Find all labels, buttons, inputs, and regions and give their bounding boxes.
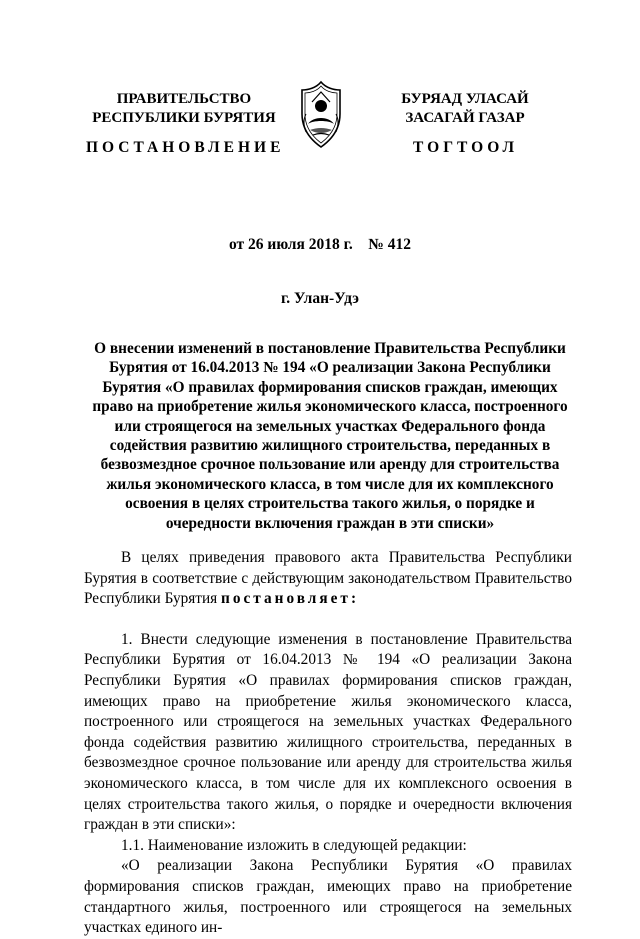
document-title: О внесении изменений в постановление Правительства Республики Бурятия от 16.04.2013 № 194 «О реализации Закона Республики Бурятия «О правилах формирования списков граждан, имеющих право на приобретение жилья экономического класса, построенного или строящегося на земельных участках Федерального фонда содействия развитию жилищного строительства, переданных в безвозмездное срочное пользование или аренду для строительства жилья экономического класса, в том числе для их комплексного освоения в целях строительства такого жилья, о порядке и очередности включения граждан в эти списки» — [92, 340, 568, 532]
coat-of-arms-icon — [296, 80, 346, 150]
document-body — [84, 548, 572, 939]
intro-paragraph — [84, 548, 572, 610]
document-date: от 26 июля 2018 г. — [229, 236, 353, 253]
left-org-line1: ПРАВИТЕЛЬСТВО — [116, 91, 252, 107]
document-kind-right: ТОГТООЛ — [413, 139, 519, 156]
right-org-line2: ЗАСАГАЙ ГАЗАР — [405, 110, 525, 126]
right-organization-name — [380, 90, 550, 128]
paragraph-1: 1. Внести следующие изменения в постановление Правительства Республики Бурятия от 16.04.2013 № 194 «О реализации Закона Республики Бурятия «О правилах формирования списков граждан, имеющих право на приобретение жилья экономического класса, построенного или строящегося на земельных участках Федерального фонда содействия развитию жилищного строительства, переданных в безвозмездное срочное пользование или аренду для строительства жилья экономического класса, в том числе для их комплексного освоения в целях строительства такого жилья, о порядке и очередности включения граждан в эти списки»: — [84, 630, 572, 834]
document-kind-left: ПОСТАНОВЛЕНИЕ — [86, 139, 285, 156]
document-number: № 412 — [368, 236, 411, 253]
intro-text: В целях приведения правового акта Правительства Республики Бурятия в соответствие с действующим законодательством Правительство Республики Бурятия — [84, 549, 572, 608]
intro-decree-word: постановляет: — [221, 590, 360, 608]
right-org-line1: БУРЯАД УЛАСАЙ — [401, 91, 529, 107]
left-org-line2: РЕСПУБЛИКИ БУРЯТИЯ — [92, 110, 276, 126]
date-number-line — [0, 236, 640, 254]
left-organization-name — [84, 90, 284, 128]
document-city: г. Улан-Удэ — [280, 290, 359, 307]
paragraph-quote: «О реализации Закона Республики Бурятия «О правилах формирования списков граждан, имеющих право на приобретение стандартного жилья, построенного или строящегося на земельных участках единого ин- — [84, 857, 572, 937]
paragraph-1-1: 1.1. Наименование изложить в следующей редакции: — [121, 836, 467, 854]
